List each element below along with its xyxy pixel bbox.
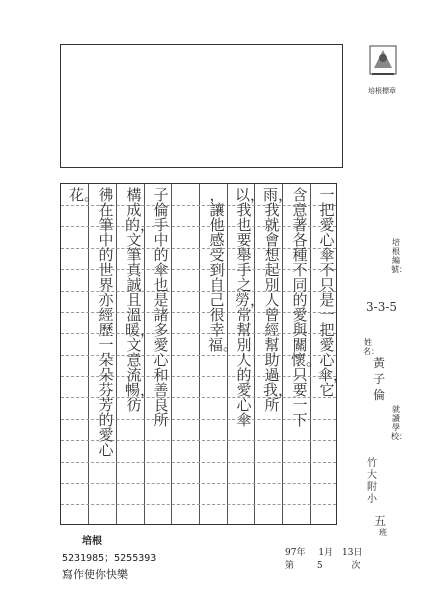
- brand-slogan: 寫作使你快樂: [62, 568, 128, 581]
- school-name: 竹大附小: [367, 458, 377, 505]
- name-label: 姓名：: [363, 338, 379, 356]
- class-label: 班: [379, 528, 387, 537]
- student-name: 黃子倫: [373, 356, 386, 402]
- session-unit: 次: [351, 561, 361, 571]
- essay-column-9: 彿在筆中的世界亦經歷一朵朵芬芳的愛心: [98, 186, 114, 459]
- brand-name: 培根: [82, 536, 102, 547]
- essay-column-2: 含意著各種不同的愛與關懷。只要一下: [291, 186, 322, 429]
- stamp-logo-icon: [366, 38, 400, 82]
- grid-column-line: [116, 184, 117, 524]
- grade-value: 五: [374, 514, 387, 528]
- student-id: 3-3-5: [366, 300, 398, 314]
- grid-column-line: [88, 184, 89, 524]
- stamp-label: 培根標章: [368, 87, 396, 95]
- day-value: 13: [341, 548, 354, 558]
- grid-column-line: [199, 184, 200, 524]
- stamp-area: [358, 8, 406, 95]
- essay-column-10: 花。: [69, 186, 100, 204]
- session-no-label: 第: [285, 561, 295, 571]
- school-no-label: 培根編號：: [391, 238, 407, 274]
- teacher-comment-box: [60, 44, 343, 168]
- year-label: 年: [296, 548, 306, 558]
- grid-column-line: [254, 184, 255, 524]
- essay-column-3: 雨，我就會想起別人曾經幫助過我，所: [263, 186, 294, 414]
- session-no: 5: [316, 561, 323, 571]
- essay-column-5: ，讓他感受到自己很幸福。: [208, 186, 239, 354]
- school-attended-label: 就讀學校：: [391, 405, 407, 441]
- grid-column-line: [282, 184, 283, 524]
- essay-column-4: 以，我也要舉手之勞，常幫別人的愛心傘: [235, 186, 266, 429]
- grid-column-line: [171, 184, 172, 524]
- year-value: 97: [285, 548, 297, 558]
- date-area: [285, 545, 362, 571]
- essay-column-8: 構成的，文筆真誠且溫暖，文意流暢，彷: [125, 186, 156, 414]
- day-label: 日: [353, 548, 363, 558]
- grid-column-line: [227, 184, 228, 524]
- footer-brand: [62, 532, 162, 582]
- grid-column-line: [144, 184, 145, 524]
- essay-column-1: 一把愛心傘不只是一把愛心傘，它: [318, 186, 349, 399]
- month-value: 1: [318, 548, 325, 558]
- month-label: 月: [324, 548, 334, 558]
- essay-column-7: 子倫手中的傘也是諸多愛心和善良所: [153, 186, 169, 429]
- essay-column-6: [180, 188, 198, 526]
- brand-phones: 5231985；5255393: [62, 553, 157, 564]
- writing-grid: [60, 183, 349, 525]
